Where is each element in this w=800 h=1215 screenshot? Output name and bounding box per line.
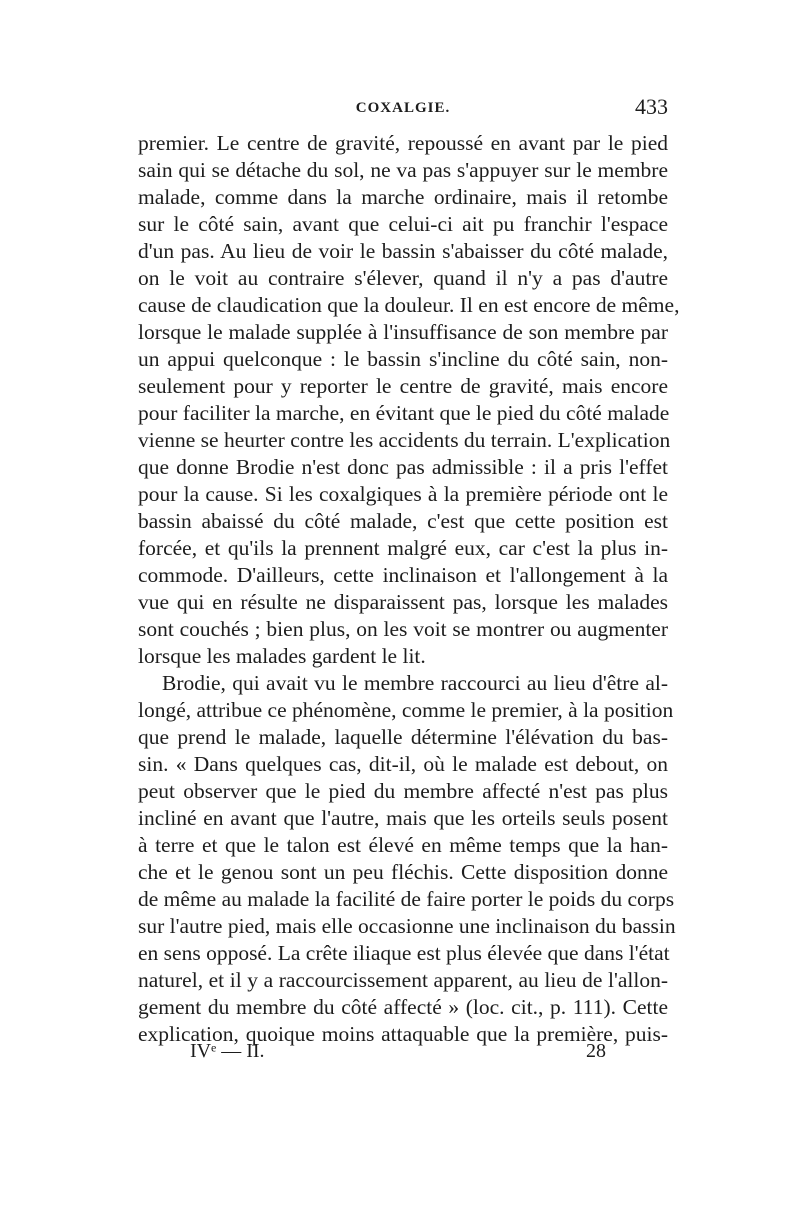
text-line: incliné en avant que l'autre, mais que les orteils seuls posent	[138, 806, 668, 830]
text-line: commode. D'ailleurs, cette inclinaison et l'allongement à la	[138, 563, 668, 587]
text-line: on le voit au contraire s'élever, quand il n'y a pas d'autre	[138, 266, 668, 290]
text-line: gement du membre du côté affecté » (loc. cit., p. 111). Cette	[138, 995, 668, 1019]
text-line: à terre et que le talon est élevé en même temps que la han-	[138, 833, 668, 857]
text-line: sont couchés ; bien plus, on les voit se montrer ou augmenter	[138, 617, 668, 641]
sheet-number: 28	[586, 1040, 606, 1062]
text-line: que donne Brodie n'est donc pas admissible : il a pris l'effet	[138, 455, 668, 479]
signature-mark: IVᵉ — II.	[190, 1040, 265, 1062]
text-line: seulement pour y reporter le centre de gravité, mais encore	[138, 374, 668, 398]
text-line: un appui quelconque : le bassin s'incline du côté sain, non-	[138, 347, 668, 371]
text-line: explication, quoique moins attaquable que la première, puis-	[138, 1022, 668, 1046]
text-line: lorsque le malade supplée à l'insuffisance de son membre par	[138, 320, 668, 344]
text-line: sin. « Dans quelques cas, dit-il, où le malade est debout, on	[138, 752, 668, 776]
text-line: sur le côté sain, avant que celui-ci ait pu franchir l'espace	[138, 212, 668, 236]
text-line: bassin abaissé du côté malade, c'est que cette position est	[138, 509, 668, 533]
text-line: sain qui se détache du sol, ne va pas s'appuyer sur le membre	[138, 158, 668, 182]
text-line: cause de claudication que la douleur. Il en est encore de même,	[138, 293, 680, 317]
body-text	[138, 130, 680, 1048]
text-line: que prend le malade, laquelle détermine l'élévation du bas-	[138, 725, 668, 749]
page-header	[138, 94, 668, 124]
text-line: premier. Le centre de gravité, repoussé en avant par le pied	[138, 131, 668, 155]
text-line: sur l'autre pied, mais elle occasionne une inclinaison du bassin	[138, 914, 676, 938]
text-line: malade, comme dans la marche ordinaire, mais il retombe	[138, 185, 668, 209]
text-line: peut observer que le pied du membre affecté n'est pas plus	[138, 779, 668, 803]
text-line: vue qui en résulte ne disparaissent pas, lorsque les malades	[138, 590, 668, 614]
text-line: lorsque les malades gardent le lit.	[138, 644, 426, 668]
text-line: longé, attribue ce phénomène, comme le premier, à la position	[138, 698, 674, 722]
text-line: pour la cause. Si les coxalgiques à la première période ont le	[138, 482, 668, 506]
text-line: naturel, et il y a raccourcissement apparent, au lieu de l'allon-	[138, 968, 668, 992]
text-line: de même au malade la facilité de faire porter le poids du corps	[138, 887, 675, 911]
text-line: d'un pas. Au lieu de voir le bassin s'abaisser du côté malade,	[138, 239, 668, 263]
page-number: 433	[635, 94, 668, 119]
text-line: vienne se heurter contre les accidents du terrain. L'explication	[138, 428, 671, 452]
page-footer	[138, 1040, 668, 1070]
text-line: forcée, et qu'ils la prennent malgré eux, car c'est la plus in-	[138, 536, 668, 560]
text-line: Brodie, qui avait vu le membre raccourci au lieu d'être al-	[162, 671, 668, 695]
text-line: en sens opposé. La crête iliaque est plus élevée que dans l'état	[138, 941, 670, 965]
text-line: che et le genou sont un peu fléchis. Cette disposition donne	[138, 860, 668, 884]
running-title: COXALGIE.	[355, 100, 451, 116]
text-line: pour faciliter la marche, en évitant que le pied du côté malade	[138, 401, 670, 425]
